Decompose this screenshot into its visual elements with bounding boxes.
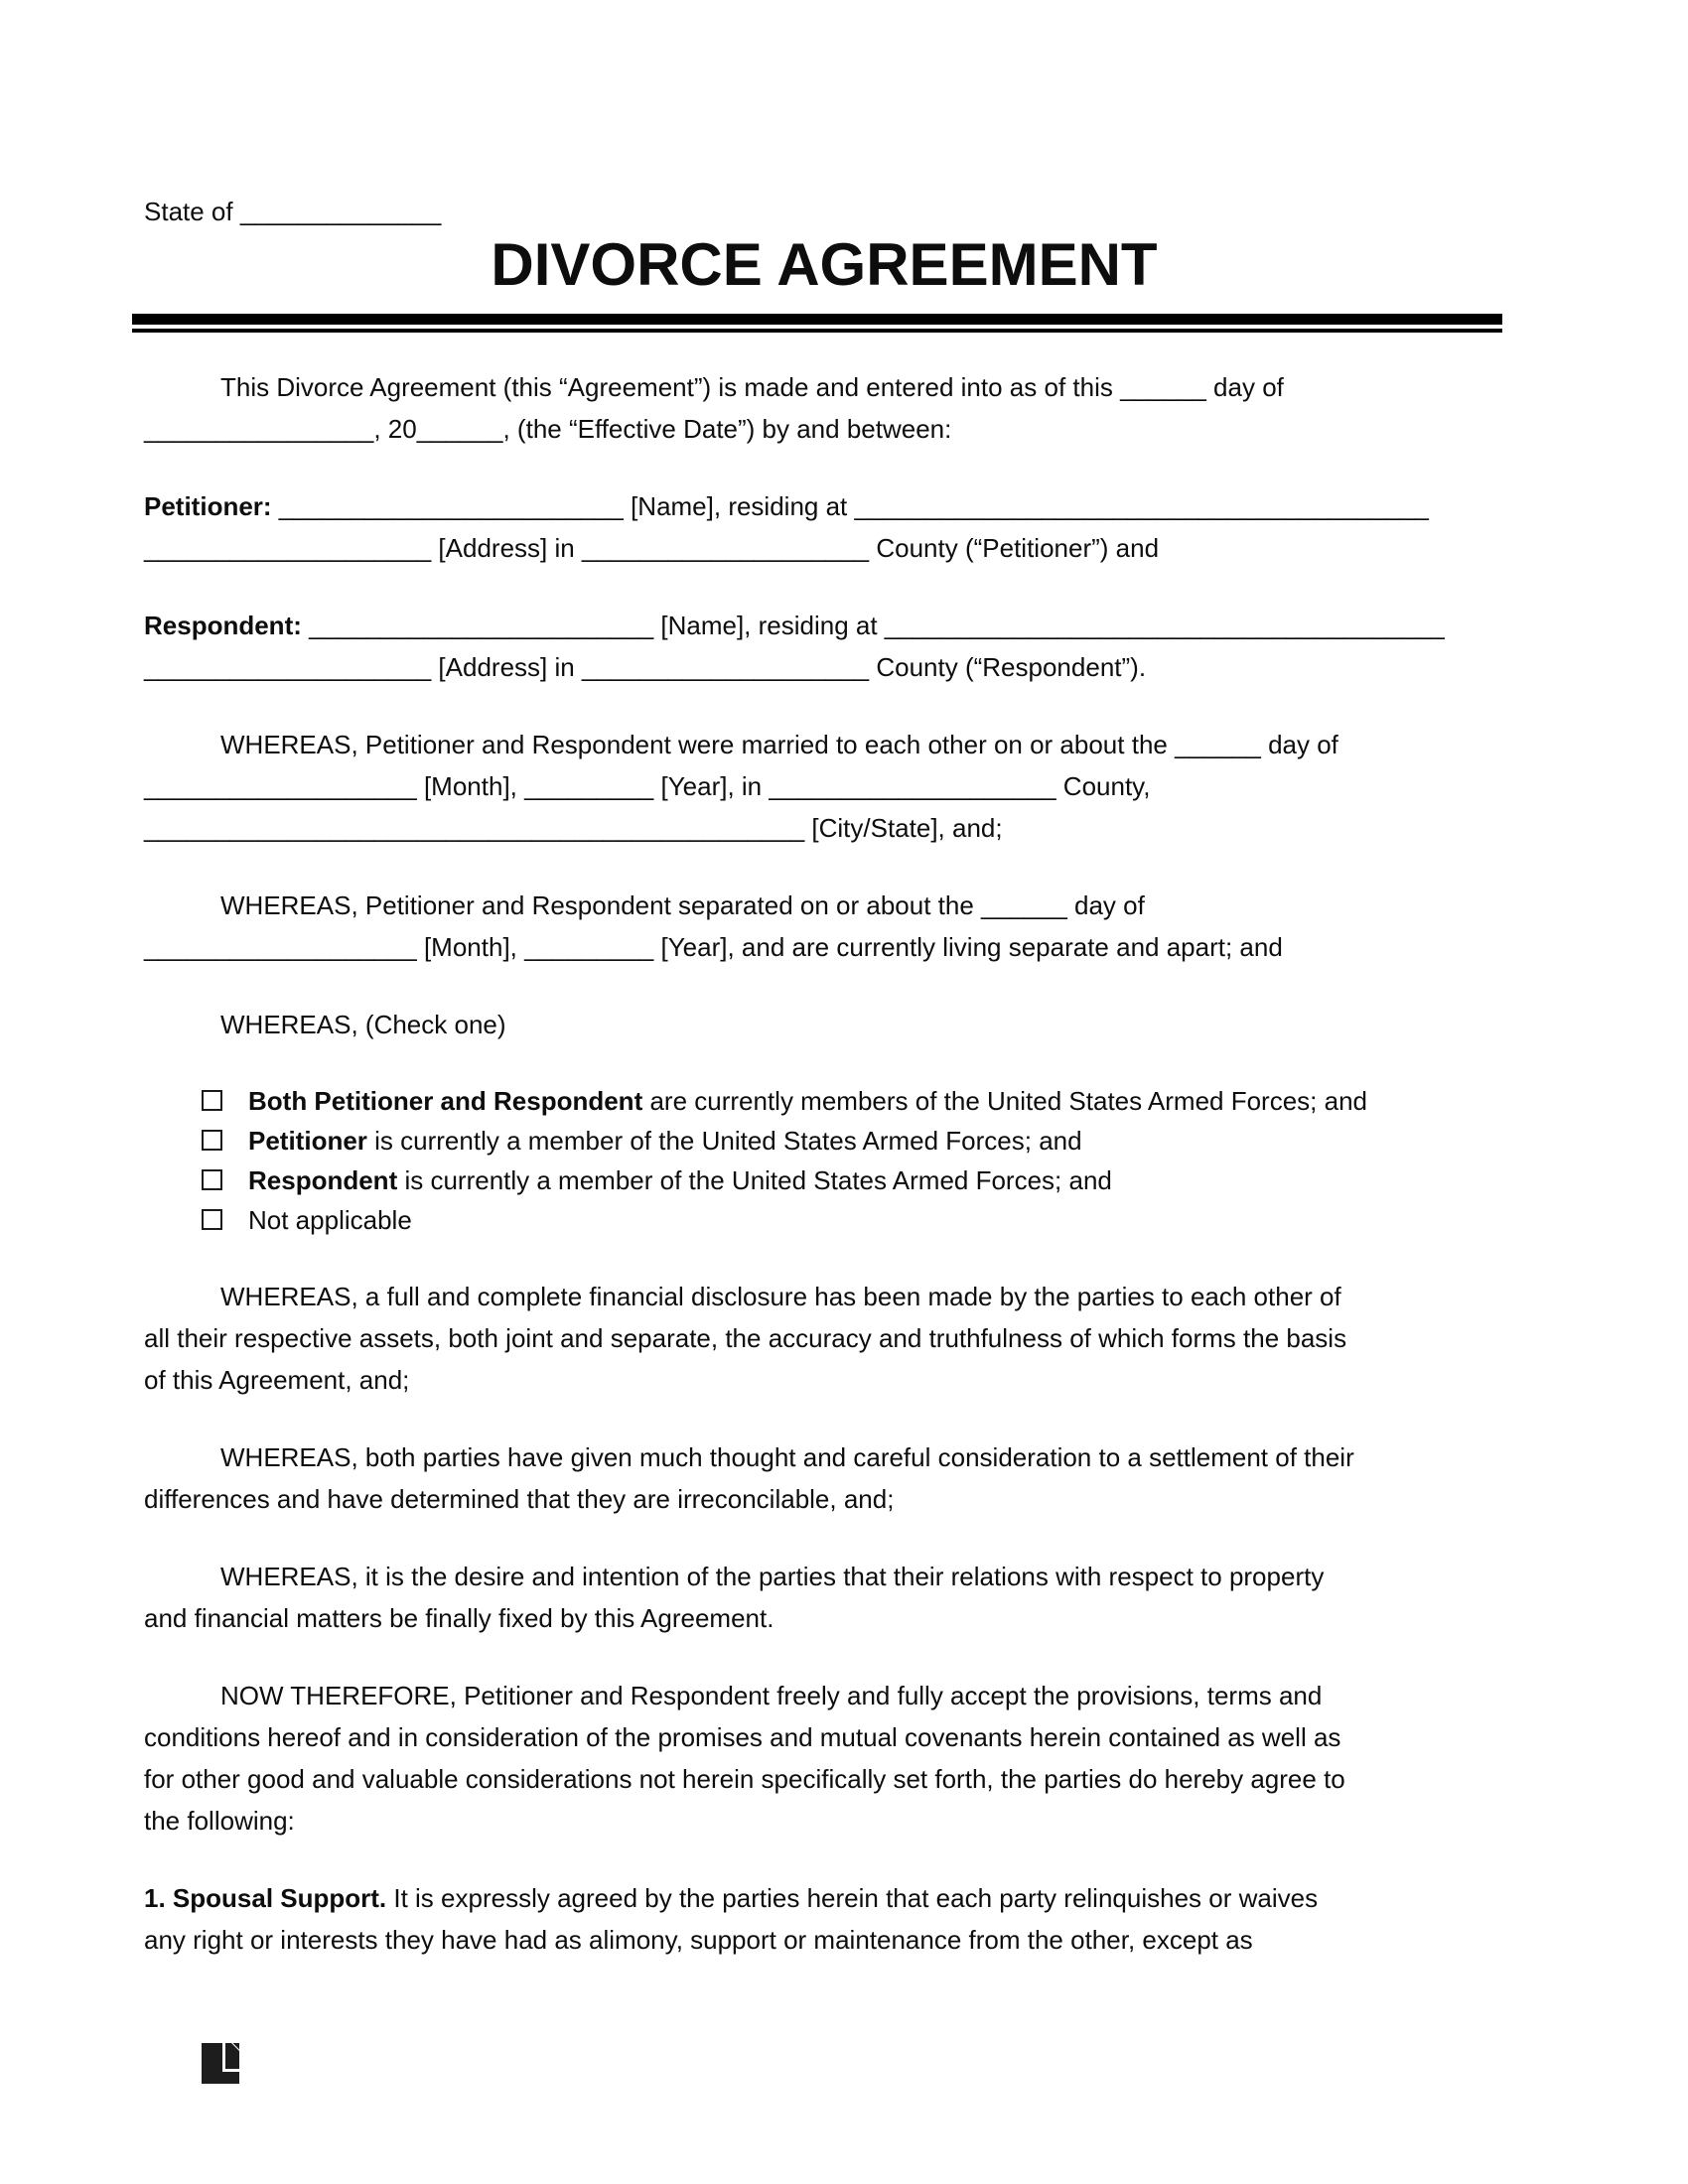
text-line: all their respective assets, both joint and separate, the accuracy and truthfulness of which forms the basis (144, 1323, 1347, 1353)
checkbox-both-members[interactable] (202, 1090, 222, 1111)
checkbox-label (248, 1121, 1082, 1160)
title-divider (132, 314, 1502, 333)
text-line: ____________________ [Address] in ____________________ County (“Respondent”). (144, 652, 1147, 682)
divider-thick-bar (132, 314, 1502, 325)
section-heading: 1. Spousal Support. (144, 1883, 387, 1913)
text-line: the following: (144, 1806, 295, 1836)
petitioner-label: Petitioner: (144, 491, 272, 521)
checkbox-label-bold: Both Petitioner and Respondent (248, 1086, 643, 1116)
paragraph-now-therefore (144, 1675, 1504, 1842)
text-line: differences and have determined that they are irreconcilable, and; (144, 1484, 895, 1514)
paragraph-whereas-separated (144, 885, 1504, 968)
text-line: WHEREAS, a full and complete financial disclosure has been made by the parties to each other of (220, 1282, 1341, 1311)
text-line: for other good and valuable considerations not herein specifically set forth, the parties do hereby agree to (144, 1764, 1345, 1794)
text-line: WHEREAS, both parties have given much thought and careful consideration to a settlement of their (220, 1442, 1354, 1472)
paragraph-petitioner (144, 485, 1504, 569)
checkbox-item-respondent (144, 1160, 1504, 1200)
text-line (144, 485, 1504, 527)
checkbox-label (248, 1081, 1367, 1121)
text-line: WHEREAS, (Check one) (220, 1010, 506, 1039)
text-line: WHEREAS, Petitioner and Respondent were married to each other on or about the ______ day of (220, 730, 1338, 759)
text-line: ___________________ [Month], _________ [Year], in ____________________ County, (144, 771, 1151, 801)
checkbox-label-rest: is currently a member of the United States Armed Forces; and (366, 1126, 1082, 1156)
armed-forces-checkbox-list (144, 1081, 1504, 1240)
text-line: ___________________ [Month], _________ [Year], and are currently living separate and apart; and (144, 932, 1283, 962)
checkbox-item-not-applicable (144, 1200, 1504, 1240)
paragraph-respondent (144, 605, 1504, 688)
checkbox-respondent-member[interactable] (202, 1169, 222, 1190)
paragraph-whereas-intention (144, 1556, 1504, 1639)
text-line: ____________________ [Address] in ____________________ County (“Petitioner”) and (144, 533, 1160, 563)
checkbox-label (248, 1160, 1112, 1200)
checkbox-label-rest: is currently a member of the United States Armed Forces; and (397, 1165, 1112, 1195)
text-line: conditions hereof and in consideration of the promises and mutual covenants herein contained as well as (144, 1722, 1341, 1752)
divider-thin-bar (132, 329, 1502, 333)
text-line: ______________________________________________ [City/State], and; (144, 813, 1003, 843)
paragraph-whereas-financial (144, 1276, 1504, 1401)
text-line: NOW THEREFORE, Petitioner and Respondent freely and fully accept the provisions, terms and (220, 1681, 1323, 1710)
text-line: ________________, 20______, (the “Effective Date”) by and between: (144, 414, 952, 444)
respondent-line1-rest: ________________________ [Name], residing at _______________________________________ (301, 611, 1445, 640)
section-line1-rest: It is expressly agreed by the parties herein that each party relinquishes or waives (386, 1883, 1319, 1913)
text-line: WHEREAS, Petitioner and Respondent separated on or about the ______ day of (220, 890, 1145, 920)
checkbox-item-petitioner (144, 1121, 1504, 1160)
checkbox-label-bold: Petitioner (248, 1126, 367, 1156)
checkbox-label-rest: Not applicable (248, 1205, 412, 1235)
checkbox-label-rest: are currently members of the United States Armed Forces; and (642, 1086, 1367, 1116)
paragraph-whereas-married (144, 724, 1504, 849)
text-line: of this Agreement, and; (144, 1365, 410, 1395)
checkbox-label (248, 1200, 412, 1240)
text-line (144, 605, 1504, 646)
checkbox-petitioner-member[interactable] (202, 1130, 222, 1151)
legal-templates-logo-icon (202, 2043, 239, 2084)
text-line: any right or interests they have had as alimony, support or maintenance from the other, except as (144, 1925, 1253, 1955)
paragraph-whereas-settlement (144, 1436, 1504, 1520)
respondent-label: Respondent: (144, 611, 302, 640)
paragraph-intro (144, 366, 1504, 450)
text-line (144, 1877, 1504, 1919)
paragraph-whereas-check-one (144, 1004, 1504, 1045)
checkbox-not-applicable[interactable] (202, 1209, 222, 1230)
section-spousal-support (144, 1877, 1504, 1961)
text-line: This Divorce Agreement (this “Agreement”) is made and entered into as of this ______ day of (220, 372, 1284, 402)
page-title: DIVORCE AGREEMENT (491, 231, 1158, 298)
petitioner-line1-rest: ________________________ [Name], residing at ________________________________________ (271, 491, 1429, 521)
text-line: and financial matters be finally fixed by this Agreement. (144, 1603, 774, 1633)
checkbox-label-bold: Respondent (248, 1165, 398, 1195)
text-line: WHEREAS, it is the desire and intention of the parties that their relations with respect to property (220, 1562, 1325, 1591)
checkbox-item-both (144, 1081, 1504, 1121)
state-of-field[interactable]: State of ______________ (144, 197, 442, 226)
